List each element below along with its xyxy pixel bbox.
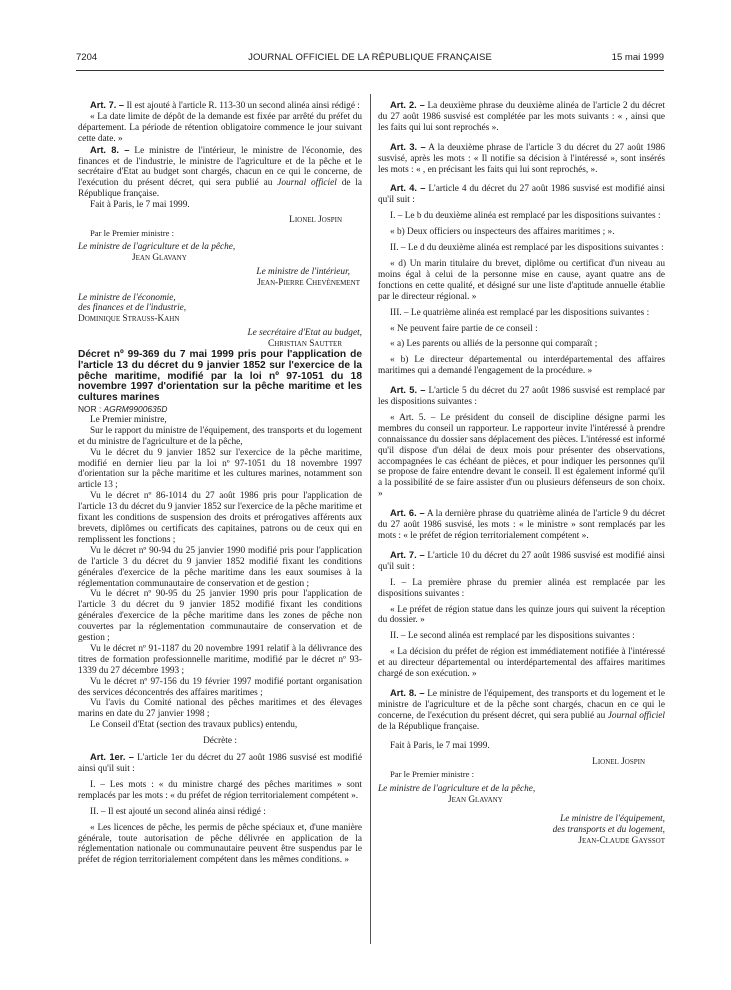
visa-paragraph: Le Conseil d'Etat (section des travaux publics) entendu, <box>90 720 298 731</box>
decree-title: Décret nº 99-369 du 7 mai 1999 pris pour l'application de l'article 13 du décret du 9 janvier 1852 sur l'exercice de la pêche maritime, modifié par la loi nº 97-1051 du 18 novembre 1997 d'orientation sur la pêche maritime et les cultures marines <box>78 349 362 404</box>
quote-paragraph: « Art. 5. – Le président du conseil de discipline désigne parmi les membres du conseil un rapporteur. Le rapporteur invite l'intéressé à prendre connaissance du dossier sans déplacement des pièces. L'intéressé est informé qu'il dispose d'un délai de deux mois pour présenter des observations, accompagnées le cas échéant de pièces, et pour indiquer les personnes qu'il se propose de faire entendre devant le conseil. Il est également informé qu'il a la possibilité de se faire assister d'un ou plusieurs défenseurs de son choix. » <box>378 412 665 500</box>
left-column <box>78 100 362 866</box>
fait-line: Fait à Paris, le 7 mai 1999. <box>390 740 490 751</box>
visa-paragraph: Vu l'avis du Comité national des pêches maritimes et des élevages marins en date du 27 janvier 1998 ; <box>78 698 362 720</box>
signature-name: Jean-Claude Gayssot <box>578 835 665 846</box>
quote-paragraph: « d) Un marin titulaire du brevet, diplôme ou certificat d'un niveau au moins égal à celui de la personne mise en cause, ayant quatre ans de fonctions en cette qualité, et désigné sur une liste d'aptitude annuelle établie par le directeur régional. » <box>378 258 665 302</box>
article-paragraph: Art. 7. – L'article 10 du décret du 27 août 1986 susvisé est modifié ainsi qu'il suit : <box>378 549 666 572</box>
body-paragraph: I. – Le b du deuxième alinéa est remplacé par les dispositions suivantes : <box>390 211 661 222</box>
signature-name: Christian Sautter <box>268 339 342 350</box>
fait-line: Fait à Paris, le 7 mai 1999. <box>90 200 190 211</box>
quote-paragraph: « Les licences de pêche, les permis de pêche spéciaux et, d'une manière générale, toute autorisation de pêche délivrée en application de la réglementation nationale ou communautaire peuvent être suspendus par le préfet de région territorialement compétent dans les mêmes conditions. » <box>78 822 362 866</box>
signature-title: Le secrétaire d'Etat au budget, <box>247 328 362 339</box>
body-paragraph: Sur le rapport du ministre de l'équipement, des transports et du logement et du ministre de l'agriculture et de la pêche, <box>78 425 362 447</box>
signature-name: Lionel Jospin <box>592 756 645 767</box>
issue-date: 15 mai 1999 <box>611 52 664 63</box>
article-paragraph: Art. 7. – Il est ajouté à l'article R. 113-30 un second alinéa ainsi rédigé : <box>90 100 360 111</box>
quote-paragraph: « La décision du préfet de région est immédiatement notifiée à l'intéressé et au directeur départemental ou interdépartemental des affaires maritimes chargé de son exécution. » <box>378 647 665 680</box>
signature-title: des transports et du logement, <box>552 825 665 836</box>
article-paragraph: Art. 8. – Le ministre de l'intérieur, le ministre de l'économie, des finances et de l'industrie, le ministre de l'agriculture et de la pêche et le secrétaire d'Etat au budget sont chargés, chacun en ce qui le concerne, de l'exécution du présent décret, qui sera publié au Journal officiel de la République française. <box>78 144 363 200</box>
signature-title: Le ministre de l'agriculture et de la pêche, <box>378 784 536 795</box>
signature-name: Lionel Jospin <box>289 215 342 226</box>
decrete-line: Décrète : <box>203 736 237 747</box>
body-paragraph: II. – Il est ajouté un second alinéa ainsi rédigé : <box>90 806 266 817</box>
header-rule <box>76 70 664 71</box>
page-number: 7204 <box>76 52 98 63</box>
quote-paragraph: « Ne peuvent faire partie de ce conseil : <box>390 323 538 334</box>
signature-title: Le ministre de l'agriculture et de la pêche, <box>78 241 236 252</box>
article-paragraph: Art. 8. – Le ministre de l'équipement, des transports et du logement et le ministre de l'agriculture et de la pêche sont chargés, chacun en ce qui le concerne, de l'exécution du présent décret, qui sera publié au Journal officiel de la République française. <box>378 687 666 732</box>
visa-paragraph: Vu le décret nº 86-1014 du 27 août 1986 pris pour l'application de l'article 13 du décret du 9 janvier 1852 sur l'exercice de la pêche maritime et fixant les conditions de suspension des droits et prérogatives afférents aux brevets, diplômes ou certificats des capitaines, patrons ou de ceux qui en remplissent les fonctions ; <box>78 491 362 545</box>
signature-name: Jean Glavany <box>448 795 503 806</box>
body-paragraph: I. – La première phrase du premier alinéa est remplacée par les dispositions suivantes : <box>378 577 665 599</box>
visa-paragraph: Vu le décret du 9 janvier 1852 sur l'exercice de la pêche maritime, modifié en dernier lieu par la loi nº 97-1051 du 18 novembre 1997 d'orientation sur la pêche maritime et les cultures marines, notamment son article 13 ; <box>78 447 362 491</box>
article-paragraph: Art. 6. – A la dernière phrase du quatrième alinéa de l'article 9 du décret du 27 août 1986 susvisé, les mots : « le ministre » sont remplacés par les mots : « le préfet de région territorialement compétent ». <box>378 508 665 541</box>
article-paragraph: Art. 1er. – L'article 1er du décret du 27 août 1986 susvisé est modifié ainsi qu'il suit : <box>78 752 362 775</box>
column-divider <box>370 94 371 944</box>
body-paragraph: I. – Les mots : « du ministre chargé des pêches maritimes » sont remplacés par les mots : « du préfet de région territorialement compétent ». <box>78 779 362 801</box>
signature-name: Jean-Pierre Chevènement <box>257 277 360 288</box>
body-paragraph: II. – Le second alinéa est remplacé par les dispositions suivantes : <box>390 631 635 642</box>
signature-by: Par le Premier ministre : <box>390 769 475 780</box>
right-column <box>378 100 665 847</box>
signature-by: Par le Premier ministre : <box>90 227 175 238</box>
signature-title: Le ministre de l'économie, <box>78 292 176 303</box>
visa-paragraph: Vu le décret nº 90-95 du 25 janvier 1990 pris pour l'application de l'article 3 du décret du 9 janvier 1852 modifié fixant les conditions générales d'exercice de la pêche maritime dans les zones de pêche non couvertes par la réglementation communautaire de conservation et de gestion ; <box>78 589 362 644</box>
quote-paragraph: « La date limite de dépôt de la demande est fixée par arrêté du préfet du département. La période de rétention obligatoire commence le jour suivant cette date. » <box>78 111 362 144</box>
article-paragraph: Art. 4. – L'article 4 du décret du 27 août 1986 susvisé est modifié ainsi qu'il suit : <box>378 183 665 206</box>
body-paragraph: II. – Le d du deuxième alinéa est remplacé par les dispositions suivantes : <box>390 243 664 254</box>
quote-paragraph: « b) Deux officiers ou inspecteurs des affaires maritimes ; ». <box>390 227 615 238</box>
visa-paragraph: Vu le décret nº 97-156 du 19 février 1997 modifié portant organisation des services déconcentrés des affaires maritimes ; <box>78 676 362 698</box>
visa-paragraph: Vu le décret nº 91-1187 du 20 novembre 1991 relatif à la délivrance des titres de formation professionnelle maritime, modifié par le décret nº 93-1339 du 27 décembre 1993 ; <box>78 643 362 676</box>
quote-paragraph: « b) Le directeur départemental ou interdépartemental des affaires maritimes qui a demandé l'engagement de la procédure. » <box>378 355 665 377</box>
signature-title: Le ministre de l'équipement, <box>560 814 665 825</box>
body-paragraph: Le Premier ministre, <box>90 414 167 425</box>
signature-name: Dominique Strauss-Kahn <box>78 314 180 325</box>
article-paragraph: Art. 3. – A la deuxième phrase de l'article 3 du décret du 27 août 1986 susvisé, après les mots : « Il notifie sa décision à l'intéressé », sont insérés les mots : « , en précisant les faits qui lui sont reprochés, ». <box>378 141 665 175</box>
signature-title: Le ministre de l'intérieur, <box>256 266 350 277</box>
quote-paragraph: « Le préfet de région statue dans les quinze jours qui suivent la réception du dossier. » <box>378 604 665 626</box>
signature-title: des finances et de l'industrie, <box>78 303 187 314</box>
nor-reference: NOR : AGRM9900635D <box>78 404 168 415</box>
page-header <box>76 52 664 66</box>
journal-title: JOURNAL OFFICIEL DE LA RÉPUBLIQUE FRANÇAISE <box>248 52 492 63</box>
quote-paragraph: « a) Les parents ou alliés de la personne qui comparaît ; <box>390 339 598 350</box>
body-paragraph: III. – Le quatrième alinéa est remplacé par les dispositions suivantes : <box>390 307 650 318</box>
article-paragraph: Art. 5. – L'article 5 du décret du 27 août 1986 susvisé est remplacé par les dispositions suivantes : <box>378 385 665 408</box>
article-paragraph: Art. 2. – La deuxième phrase du deuxième alinéa de l'article 2 du décret du 27 août 1986 susvisé est complétée par les mots suivants : « , ainsi que les faits qui lui sont reprochés ». <box>378 100 665 133</box>
signature-name: Jean Glavany <box>132 252 187 263</box>
visa-paragraph: Vu le décret nº 90-94 du 25 janvier 1990 modifié pris pour l'application de l'article 3 du décret du 9 janvier 1852 modifié fixant les conditions générales d'exercice de la pêche maritime dans les eaux soumises à la réglementation communautaire de conservation et de gestion ; <box>78 545 362 589</box>
